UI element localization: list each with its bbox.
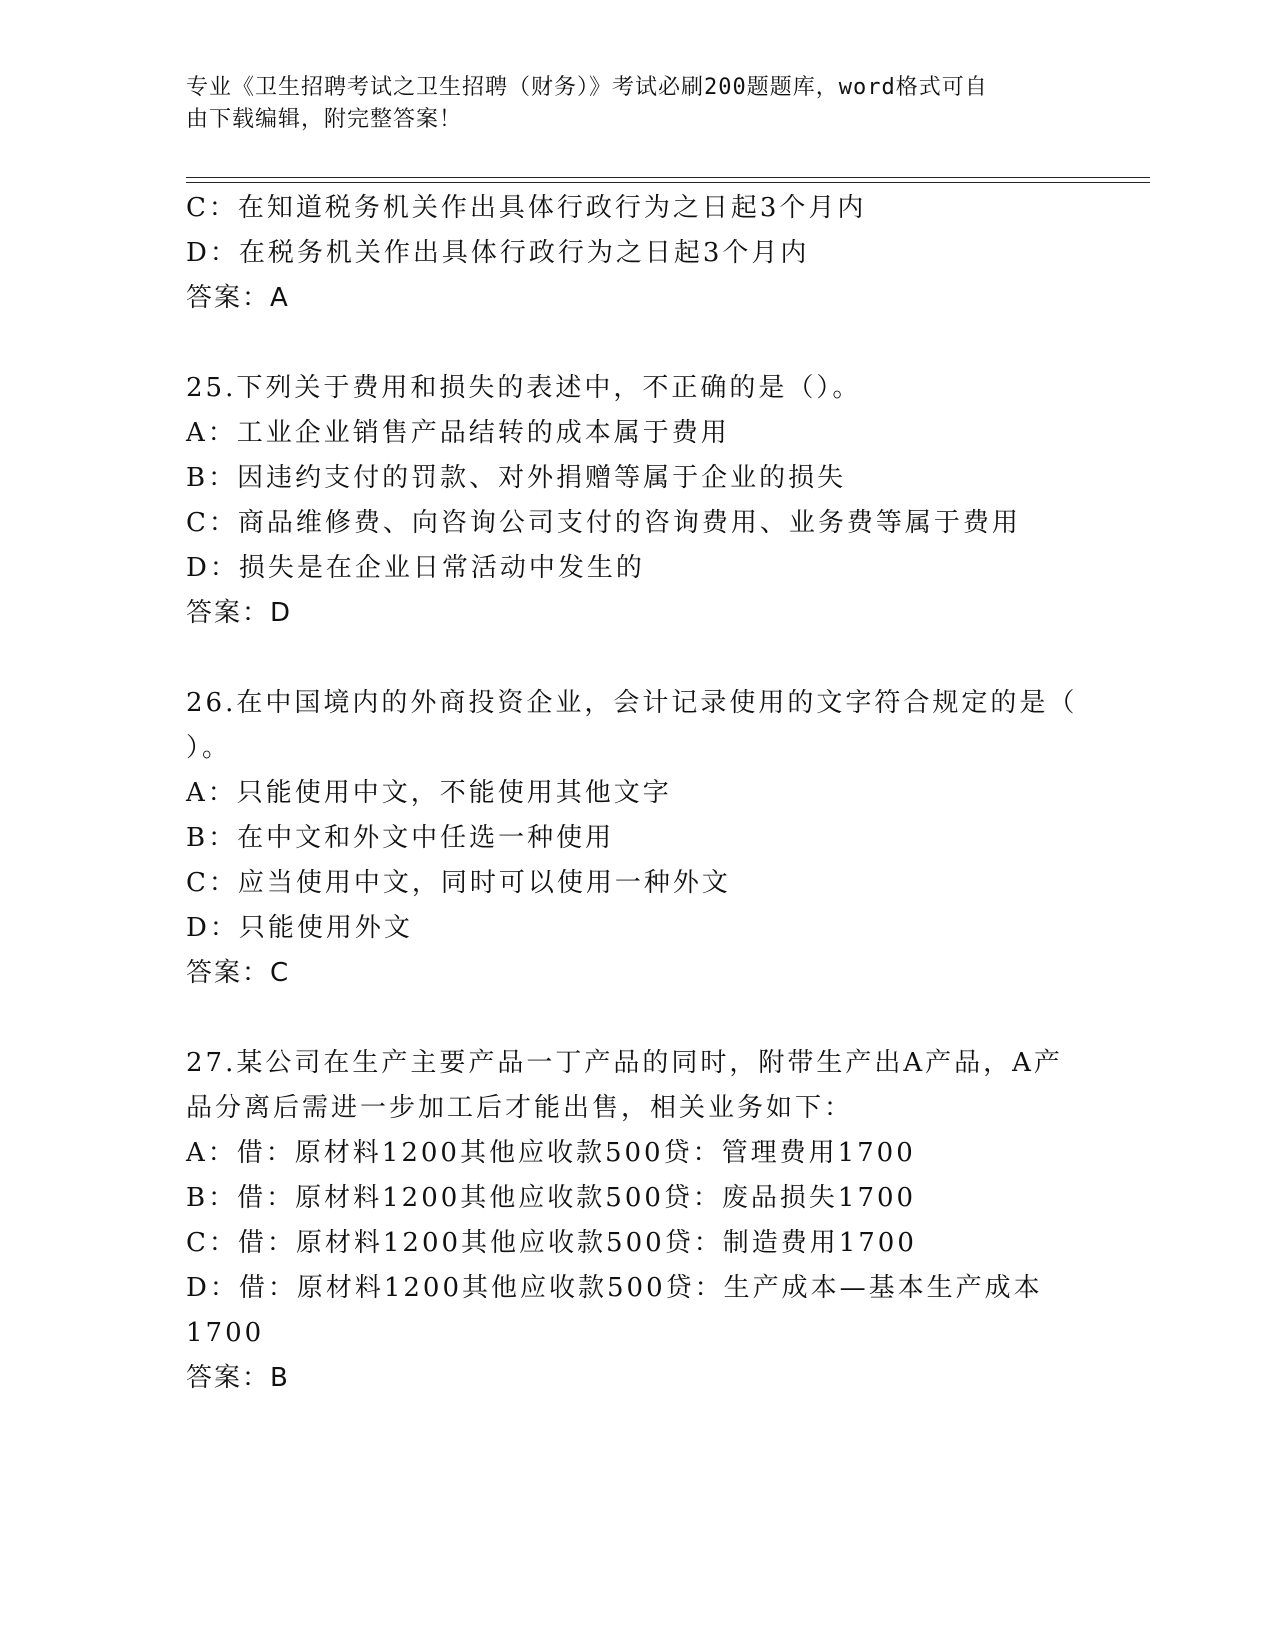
q24-answer: 答案：A xyxy=(186,283,290,313)
q25-option-b: B：因违约支付的罚款、对外捐赠等属于企业的损失 xyxy=(186,463,847,493)
header-divider-top xyxy=(186,177,1150,178)
q25-option-d: D：损失是在企业日常活动中发生的 xyxy=(186,553,645,583)
q26-option-d: D：只能使用外文 xyxy=(186,913,413,943)
q27-stem-line-1: 27.某公司在生产主要产品一丁产品的同时，附带生产出A产品，A产 xyxy=(186,1048,1063,1078)
q25-answer: 答案：D xyxy=(186,598,293,628)
q26-option-c: C：应当使用中文，同时可以使用一种外文 xyxy=(186,868,731,898)
q25-option-c: C：商品维修费、向咨询公司支付的咨询费用、业务费等属于费用 xyxy=(186,508,1021,538)
q24-option-d: D：在税务机关作出具体行政行为之日起3个月内 xyxy=(186,238,810,268)
document-header xyxy=(186,72,1066,136)
q27-option-d-line-2: 1700 xyxy=(186,1318,265,1348)
q25-option-a: A：工业企业销售产品结转的成本属于费用 xyxy=(186,418,730,448)
header-line-2: 由下载编辑，附完整答案！ xyxy=(186,107,463,132)
q27-option-a: A：借：原材料1200其他应收款500贷：管理费用1700 xyxy=(186,1138,916,1168)
header-line-1: 专业《卫生招聘考试之卫生招聘（财务）》考试必刷200题题库，word格式可自 xyxy=(186,75,988,100)
q26-answer: 答案：C xyxy=(186,958,291,988)
q26-stem-line-2: ）。 xyxy=(186,733,232,763)
q26-stem-line-1: 26.在中国境内的外商投资企业，会计记录使用的文字符合规定的是（ xyxy=(186,688,1078,718)
q24-option-c: C：在知道税务机关作出具体行政行为之日起3个月内 xyxy=(186,193,867,223)
q27-option-d-line-1: D：借：原材料1200其他应收款500贷：生产成本—基本生产成本 xyxy=(186,1273,1043,1303)
q27-answer: 答案：B xyxy=(186,1363,290,1393)
q26-option-a: A：只能使用中文，不能使用其他文字 xyxy=(186,778,672,808)
header-divider-bottom xyxy=(186,182,1150,183)
q27-stem-line-2: 品分离后需进一步加工后才能出售，相关业务如下： xyxy=(186,1093,854,1123)
q27-option-c: C：借：原材料1200其他应收款500贷：制造费用1700 xyxy=(186,1228,917,1258)
q26-option-b: B：在中文和外文中任选一种使用 xyxy=(186,823,615,853)
q25-stem: 25.下列关于费用和损失的表述中，不正确的是（）。 xyxy=(186,373,862,403)
q27-option-b: B：借：原材料1200其他应收款500贷：废品损失1700 xyxy=(186,1183,917,1213)
